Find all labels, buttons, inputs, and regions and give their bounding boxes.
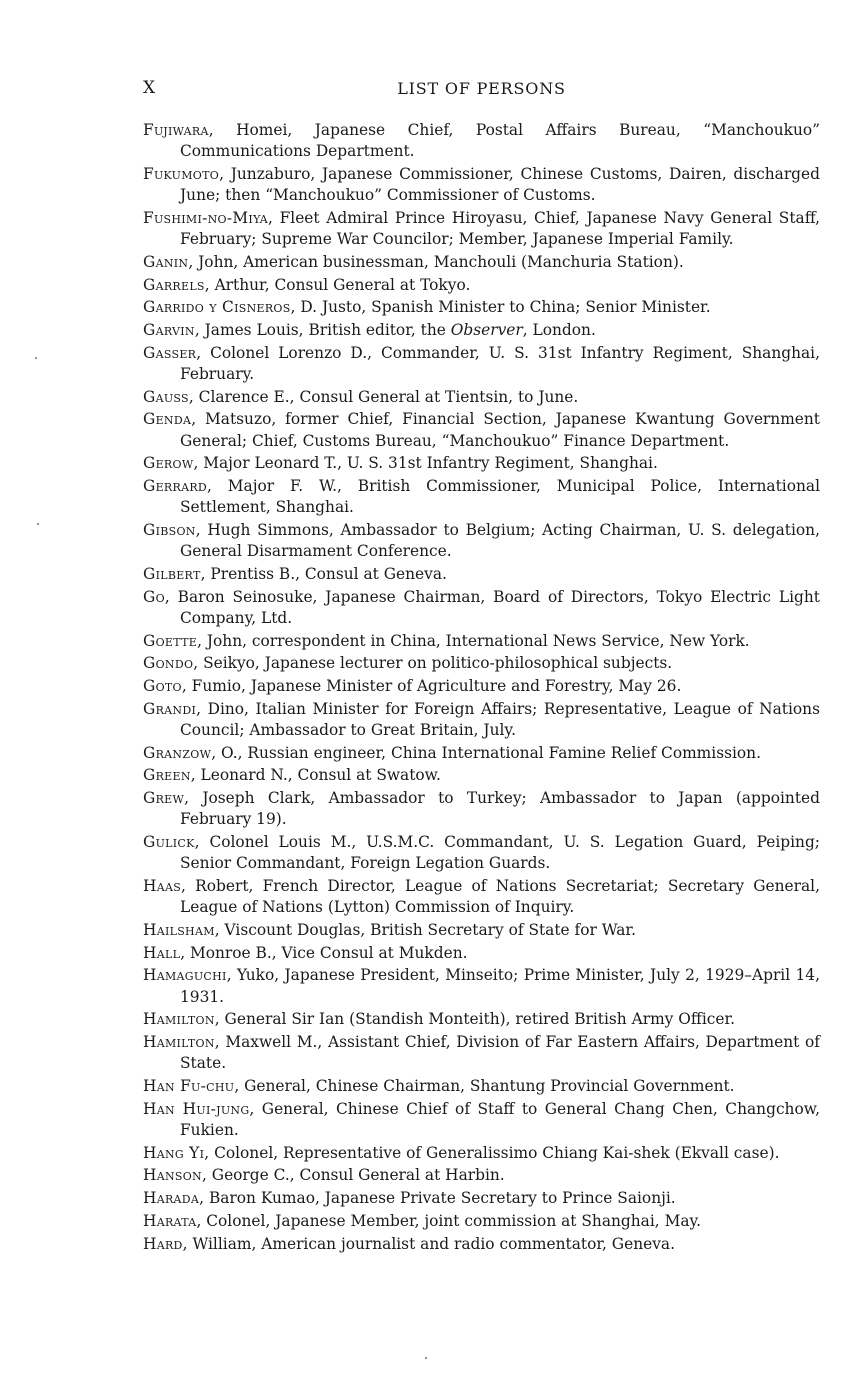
- person-entry: [143, 965, 820, 1008]
- person-description: , John, American businessman, Manchouli (Manchuria Station).: [188, 252, 684, 271]
- person-description: , John, correspondent in China, International News Service, New York.: [197, 631, 750, 650]
- person-surname: Harada: [143, 1189, 200, 1208]
- person-surname: Hailsham: [143, 921, 215, 940]
- scan-speck: [37, 523, 39, 525]
- person-surname: Gerow: [143, 454, 194, 473]
- person-surname: Garrels: [143, 275, 205, 294]
- person-entry: [143, 1188, 820, 1209]
- person-entry: [143, 920, 820, 941]
- person-entry: [143, 564, 820, 585]
- person-entry: [143, 320, 820, 341]
- person-description: , Leonard N., Consul at Swatow.: [190, 766, 441, 785]
- person-entry: [143, 208, 820, 251]
- person-surname: Gulick: [143, 833, 195, 852]
- person-surname: Hard: [143, 1234, 183, 1253]
- person-description: , James Louis, British editor, the: [194, 321, 451, 340]
- person-description: , General, Chinese Chairman, Shantung Provincial Government.: [234, 1077, 735, 1096]
- person-surname: Han Fu-chu: [143, 1077, 235, 1096]
- person-surname: Goto: [143, 677, 182, 696]
- person-entry: [143, 943, 820, 964]
- person-entry: [143, 876, 820, 919]
- person-entry: [143, 1143, 820, 1164]
- person-entry: [143, 676, 820, 697]
- person-surname: Goette: [143, 631, 198, 650]
- person-description: , George C., Consul General at Harbin.: [201, 1166, 505, 1185]
- person-entry: [143, 788, 820, 831]
- person-surname: Grandi: [143, 699, 197, 718]
- person-entry: [143, 631, 820, 652]
- person-surname: Gerrard: [143, 477, 208, 496]
- person-surname: Genda: [143, 410, 192, 429]
- person-description: , Dino, Italian Minister for Foreign Affairs; Representative, League of Nations Council; Ambassador to Great Britain, July.: [180, 699, 820, 740]
- persons-list: [143, 120, 820, 1256]
- person-description: , Baron Seinosuke, Japanese Chairman, Board of Directors, Tokyo Electric Light Company, Ltd.: [164, 587, 820, 627]
- person-entry: [143, 297, 820, 318]
- person-surname: Gibson: [143, 521, 196, 540]
- person-description: , Major Leonard T., U. S. 31st Infantry Regiment, Shanghai.: [193, 454, 658, 473]
- person-entry: [143, 387, 820, 408]
- person-description: , Yuko, Japanese President, Minseito; Prime Minister, July 2, 1929–April 14, 1931.: [180, 966, 820, 1006]
- person-description: , Homei, Japanese Chief, Postal Affairs Bureau, “Manchoukuo” Communications Department.: [180, 121, 820, 161]
- person-description: , Colonel Louis M., U.S.M.C. Commandant, U. S. Legation Guard, Peiping; Senior Commandant, Foreign Legation Guards.: [180, 833, 820, 873]
- person-entry: [143, 587, 820, 630]
- person-surname: Go: [143, 587, 165, 606]
- person-surname: Haas: [143, 877, 182, 896]
- person-entry: [143, 743, 820, 764]
- person-surname: Hanson: [143, 1166, 202, 1185]
- person-surname: Han Hui-jung: [143, 1099, 250, 1118]
- person-surname: Gauss: [143, 387, 189, 406]
- person-surname: Gasser: [143, 343, 197, 362]
- person-entry: [143, 832, 820, 875]
- person-surname: Ganin: [143, 252, 189, 271]
- person-entry: [143, 164, 820, 207]
- person-entry: [143, 1076, 820, 1097]
- person-description: , Matsuzo, former Chief, Financial Section, Japanese Kwantung Government General; Chief, Customs Bureau, “Manchoukuo” Finance Department.: [180, 410, 820, 450]
- person-description: , Viscount Douglas, British Secretary of State for War.: [214, 921, 636, 940]
- person-description: , Prentiss B., Consul at Geneva.: [200, 565, 447, 584]
- person-entry: [143, 520, 820, 563]
- person-surname: Garrido y Cisneros: [143, 298, 291, 317]
- person-description: , Robert, French Director, League of Nations Secretariat; Secretary General, League of Nations (Lytton) Commission of Inquiry.: [180, 877, 820, 917]
- person-description: , Clarence E., Consul General at Tientsin, to June.: [188, 387, 579, 406]
- scan-speck: [35, 357, 37, 359]
- person-description: , Arthur, Consul General at Tokyo.: [204, 275, 471, 294]
- person-entry: [143, 453, 820, 474]
- person-description: , Seikyo, Japanese lecturer on politico-philosophical subjects.: [193, 654, 673, 673]
- person-entry: [143, 699, 820, 742]
- running-title: LIST OF PERSONS: [397, 79, 566, 98]
- person-description: , Colonel Lorenzo D., Commander, U. S. 31st Infantry Regiment, Shanghai, February.: [180, 343, 820, 383]
- person-surname: Hang Yi: [143, 1143, 205, 1162]
- person-entry: [143, 476, 820, 519]
- person-surname: Hamilton: [143, 1010, 215, 1029]
- person-entry: [143, 275, 820, 296]
- person-description: , Colonel, Japanese Member, joint commission at Shanghai, May.: [196, 1211, 702, 1230]
- person-description: , Fleet Admiral Prince Hiroyasu, Chief, Japanese Navy General Staff, February; Supreme War Councilor; Member, Japanese Imperial Family.: [180, 208, 820, 249]
- person-description: , Colonel, Representative of Generalissimo Chiang Kai-shek (Ekvall case).: [204, 1143, 780, 1162]
- person-entry: [143, 409, 820, 452]
- person-description: , O., Russian engineer, China International Famine Relief Commission.: [211, 743, 761, 762]
- person-entry: [143, 1099, 820, 1142]
- person-entry: [143, 1234, 820, 1255]
- person-surname: Gilbert: [143, 565, 201, 584]
- person-surname: Gondo: [143, 654, 194, 673]
- person-description-tail: , London.: [522, 321, 596, 340]
- person-entry: [143, 765, 820, 786]
- person-description: , Fumio, Japanese Minister of Agriculture and Forestry, May 26.: [181, 677, 682, 696]
- person-surname: Fujiwara: [143, 121, 209, 139]
- person-surname: Fukumoto: [143, 164, 220, 183]
- person-entry: [143, 252, 820, 273]
- person-description: , Junzaburo, Japanese Commissioner, Chinese Customs, Dairen, discharged June; then “Manchoukuo” Commissioner of Customs.: [180, 164, 820, 205]
- person-entry: [143, 1165, 820, 1186]
- person-entry: [143, 1032, 820, 1075]
- person-description: , General Sir Ian (Standish Monteith), retired British Army Officer.: [214, 1010, 736, 1029]
- person-description: , D. Justo, Spanish Minister to China; Senior Minister.: [290, 298, 711, 317]
- person-description: , Major F. W., British Commissioner, Municipal Police, International Settlement, Shanghai.: [180, 477, 820, 517]
- person-surname: Hamilton: [143, 1033, 215, 1052]
- person-surname: Granzow: [143, 743, 212, 762]
- person-entry: [143, 1009, 820, 1030]
- person-surname: Grew: [143, 789, 185, 808]
- person-surname: Fushimi-no-Miya: [143, 208, 269, 227]
- person-entry: [143, 343, 820, 386]
- person-description: , Monroe B., Vice Consul at Mukden.: [180, 943, 468, 962]
- publication-title: Observer: [450, 321, 523, 340]
- person-surname: Garvin: [143, 321, 195, 340]
- person-description: , William, American journalist and radio commentator, Geneva.: [182, 1234, 675, 1253]
- person-surname: Green: [143, 766, 191, 785]
- person-description: , Hugh Simmons, Ambassador to Belgium; Acting Chairman, U. S. delegation, General Disarmament Conference.: [180, 521, 820, 561]
- person-description: , Maxwell M., Assistant Chief, Division of Far Eastern Affairs, Department of State.: [180, 1033, 820, 1073]
- person-description: , Baron Kumao, Japanese Private Secretary to Prince Saionji.: [199, 1189, 676, 1208]
- scan-speck: [425, 1357, 427, 1359]
- person-entry: [143, 120, 820, 163]
- page-number: X: [143, 78, 156, 98]
- page-header: [143, 78, 820, 100]
- person-description: , Joseph Clark, Ambassador to Turkey; Ambassador to Japan (appointed February 19).: [180, 789, 820, 829]
- person-entry: [143, 1211, 820, 1232]
- person-surname: Hall: [143, 943, 181, 962]
- person-description: , General, Chinese Chief of Staff to General Chang Chen, Changchow, Fukien.: [180, 1099, 820, 1140]
- person-surname: Harata: [143, 1211, 197, 1230]
- person-surname: Hamaguchi: [143, 966, 227, 985]
- person-entry: [143, 653, 820, 674]
